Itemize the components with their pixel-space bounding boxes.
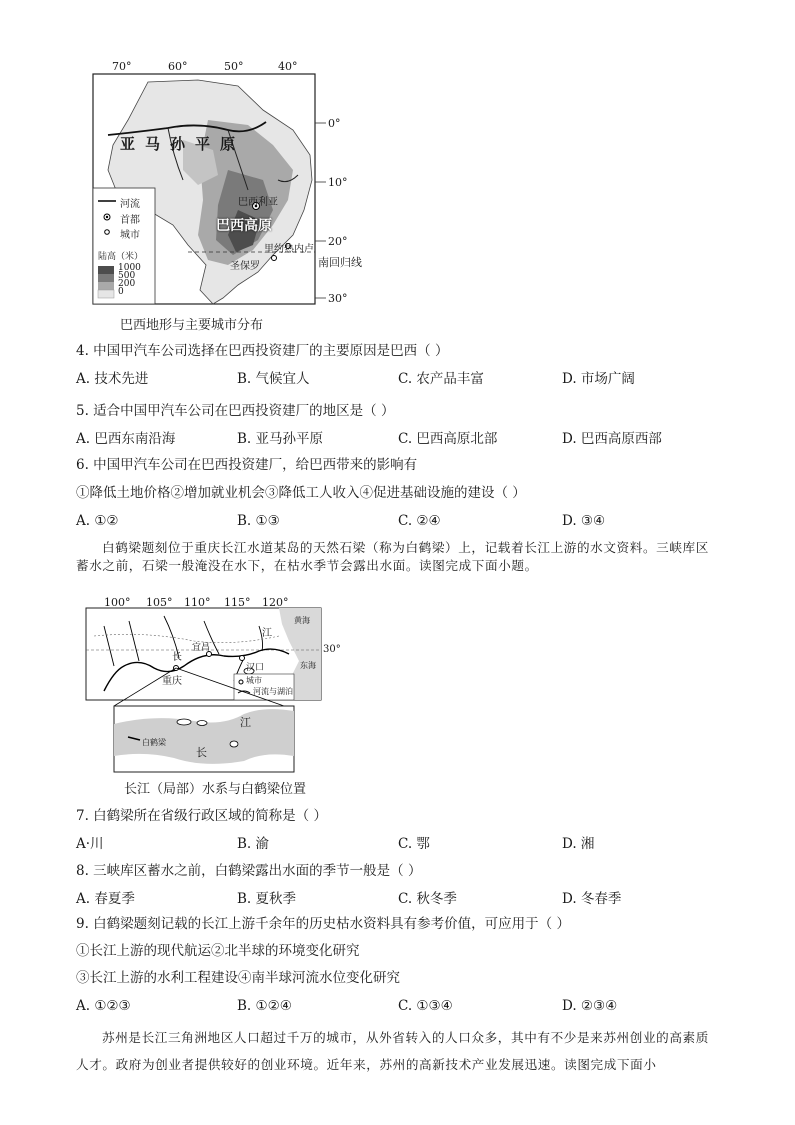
option[interactable]: A. ①②: [76, 513, 119, 529]
lat-label: 10°: [328, 176, 348, 189]
question-7-stem: 7. 白鹤梁所在省级行政区域的简称是（ ）: [76, 808, 327, 824]
option[interactable]: B. ①②④: [237, 998, 292, 1014]
chongqing-label: 重庆: [162, 676, 182, 687]
rio-label: 里约热内卢: [264, 244, 314, 255]
option[interactable]: B. 夏秋季: [237, 891, 297, 907]
legend-level: 0: [118, 287, 124, 297]
option[interactable]: B. 气候宜人: [237, 371, 310, 387]
legend-river: 河流: [120, 199, 140, 210]
option[interactable]: D. 冬春季: [562, 891, 622, 907]
legend-level: 1000: [118, 263, 141, 273]
option[interactable]: A. 巴西东南沿海: [76, 431, 176, 447]
option[interactable]: C. ②④: [398, 513, 441, 529]
option[interactable]: B. 渝: [237, 836, 270, 852]
question-6-stem: 6. 中国甲汽车公司在巴西投资建厂，给巴西带来的影响有: [76, 457, 418, 473]
lon-label: 60°: [168, 60, 188, 73]
question-9-statements-2: ③长江上游的水利工程建设④南半球河流水位变化研究: [76, 970, 400, 986]
river-label-chang: 长: [172, 652, 182, 663]
lat-label: 30°: [328, 292, 348, 305]
sea-label: 东海: [300, 661, 316, 670]
option[interactable]: B. ①③: [237, 513, 280, 529]
legend-city: 城市: [120, 230, 140, 241]
inset-chang-label: 长: [196, 746, 207, 759]
question-4-stem: 4. 中国甲汽车公司选择在巴西投资建厂的主要原因是巴西（ ）: [76, 343, 449, 359]
option[interactable]: D. 巴西高原西部: [562, 431, 662, 447]
inset-river-label: 江: [240, 716, 251, 729]
legend-river-lake: 河流与湖泊: [253, 687, 293, 696]
lat-label: 30°: [323, 644, 341, 655]
legend-city: 城市: [246, 676, 262, 685]
amazon-plain-label: 亚马孙平原: [120, 135, 246, 153]
brasilia-label: 巴西利亚: [238, 197, 278, 208]
lon-label: 120°: [262, 596, 289, 609]
option[interactable]: C. 农产品丰富: [398, 371, 484, 387]
lon-label: 110°: [184, 596, 211, 609]
legend-level: 500: [118, 271, 136, 281]
passage-suzhou: 苏州是长江三角洲地区人口超过千万的城市，从外省转入的人口众多，其中有不少是来苏州创业的高素质人才。政府为创业者提供较好的创业环境。近年来，苏州的高新技术产业发展迅速。读图完成下面小: [76, 1030, 709, 1072]
legend-level: 200: [118, 279, 136, 289]
sao-paulo-label: 圣保罗: [230, 261, 260, 272]
option[interactable]: D. ②③④: [562, 998, 618, 1014]
lon-label: 100°: [104, 596, 131, 609]
legend-capital: 首都: [120, 215, 140, 226]
question-9-statements-1: ①长江上游的现代航运②北半球的环境变化研究: [76, 943, 360, 959]
option[interactable]: A·川: [76, 836, 104, 852]
sea-label: 黄海: [294, 616, 310, 625]
baiheliang-label: 白鹤梁: [142, 738, 166, 747]
brazil-plateau-label: 巴西高原: [216, 218, 272, 234]
option[interactable]: D. ③④: [562, 513, 606, 529]
option[interactable]: C. 秋冬季: [398, 891, 457, 907]
lon-label: 40°: [278, 60, 298, 73]
brazil-map-figure: [88, 60, 378, 312]
option[interactable]: B. 亚马孙平原: [237, 431, 324, 447]
passage-baiheliang: 白鹤梁题刻位于重庆长江水道某岛的天然石梁（称为白鹤梁）上，记载着长江上游的水文资料。三峡库区蓄水之前，石梁一般淹没在水下，在枯水季节会露出水面。读图完成下面小题。: [76, 540, 709, 573]
question-6-statements: ①降低土地价格②增加就业机会③降低工人收入④促进基础设施的建设（ ）: [76, 485, 526, 501]
option[interactable]: A. 春夏季: [76, 891, 135, 907]
option[interactable]: A. ①②③: [76, 998, 131, 1014]
lat-label: 20°: [328, 235, 348, 248]
lat-label: 0°: [328, 117, 341, 130]
option[interactable]: A. 技术先进: [76, 371, 149, 387]
option[interactable]: C. 巴西高原北部: [398, 431, 498, 447]
option[interactable]: D. 市场广阔: [562, 371, 635, 387]
yangtze-map-figure: [84, 596, 346, 778]
option[interactable]: D. 湘: [562, 836, 595, 852]
yangtze-map-caption: 长江（局部）水系与白鹤梁位置: [124, 782, 307, 797]
option[interactable]: C. 鄂: [398, 836, 430, 852]
lon-label: 50°: [224, 60, 244, 73]
brazil-map-caption: 巴西地形与主要城市分布: [120, 318, 264, 333]
question-5-stem: 5. 适合中国甲汽车公司在巴西投资建厂的地区是（ ）: [76, 403, 395, 419]
tropic-label: 南回归线: [318, 256, 362, 269]
hankou-label: 汉口: [246, 663, 265, 673]
lon-label: 115°: [224, 596, 251, 609]
legend-elev-title: 陆高（米）: [98, 252, 144, 262]
yichang-label: 宜昌: [192, 643, 211, 653]
question-8-stem: 8. 三峡库区蓄水之前，白鹤梁露出水面的季节一般是（ ）: [76, 863, 422, 879]
option[interactable]: C. ①③④: [398, 998, 453, 1014]
lon-label: 105°: [146, 596, 173, 609]
river-label-jiang: 江: [262, 628, 272, 639]
lon-label: 70°: [112, 60, 132, 73]
question-9-stem: 9. 白鹤梁题刻记载的长江上游千余年的历史枯水资料具有参考价值，可应用于（ ）: [76, 916, 570, 932]
